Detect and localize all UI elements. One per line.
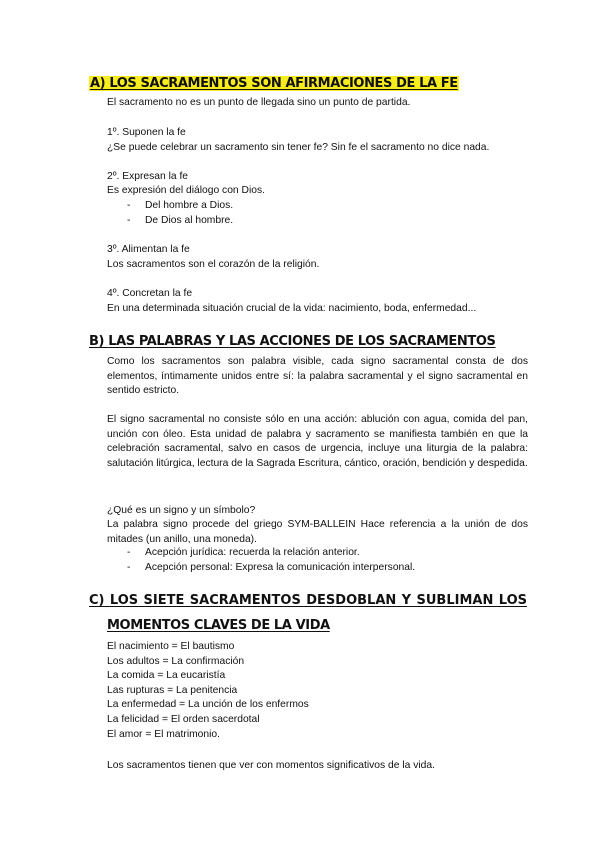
section-b-letter: B)	[89, 334, 105, 349]
section-b-question: ¿Qué es un signo y un símbolo?	[107, 505, 256, 516]
list-item: La comida = La eucaristía	[107, 670, 226, 681]
section-a-intro: El sacramento no es un punto de llegada sino un punto de partida.	[107, 97, 411, 108]
item-1-heading: 1º. Suponen la fe	[107, 127, 186, 138]
list-item: El amor = El matrimonio.	[107, 729, 221, 740]
list-item: Las rupturas = La penitencia	[107, 685, 238, 696]
list-item: La enfermedad = La unción de los enfermos	[107, 699, 309, 710]
item-2-heading: 2º. Expresan la fe	[107, 171, 189, 182]
list-item: - Acepción jurídica: recuerda la relación anterior.	[127, 547, 360, 558]
item-4-text: En una determinada situación crucial de la vida: nacimiento, boda, enfermedad...	[107, 303, 477, 314]
item-4-heading: 4º. Concretan la fe	[107, 288, 193, 299]
section-a-letter: A)	[90, 76, 106, 91]
section-b-paragraph-2: El signo sacramental no consiste sólo en una acción: ablución con agua, comida del pan, unción con óleo. Esta unidad de palabra y sacramento se manifiesta también en que la celebración sacramental, salvo en casos de urgencia, incluye una liturgia de la palabra: salutación litúrgica, lectura de la Sagrada Escritura, cántico, oración, bendición y despedida.	[107, 414, 528, 469]
list-item: - Acepción personal: Expresa la comunicación interpersonal.	[127, 562, 416, 573]
item-1-text: ¿Se puede celebrar un sacramento sin tener fe? Sin fe el sacramento no dice nada.	[107, 142, 490, 153]
list-item: Los adultos = La confirmación	[107, 656, 245, 667]
section-c-heading-line2: MOMENTOS CLAVES DE LA VIDA	[107, 618, 330, 633]
list-item: El nacimiento = El bautismo	[107, 641, 235, 652]
item-3-heading: 3º. Alimentan la fe	[107, 244, 190, 255]
item-2-text: Es expresión del diálogo con Dios.	[107, 185, 265, 196]
section-c-letter: C)	[89, 593, 105, 608]
item-3-text: Los sacramentos son el corazón de la religión.	[107, 259, 320, 270]
section-a-title: LOS SACRAMENTOS SON AFIRMACIONES DE LA FE	[109, 76, 458, 91]
section-b-title: LAS PALABRAS Y LAS ACCIONES DE LOS SACRAMENTOS	[108, 334, 496, 349]
list-item: - De Dios al hombre.	[127, 215, 234, 226]
section-c-title-line1: LOS SIETE SACRAMENTOS DESDOBLAN Y SUBLIMAN LOS	[109, 593, 527, 608]
section-b-paragraph-1: Como los sacramentos son palabra visible, cada signo sacramental consta de dos elementos, íntimamente unidos entre sí: la palabra sacramental y el signo sacramental en sentido estricto.	[107, 356, 528, 397]
list-item: La felicidad = El orden sacerdotal	[107, 714, 260, 725]
section-c-heading	[89, 592, 527, 610]
list-item: - Del hombre a Dios.	[127, 200, 234, 211]
section-a-heading	[89, 75, 459, 93]
section-b-paragraph-3: La palabra signo procede del griego SYM-BALLEIN Hace referencia a la unión de dos mitades (un anillo, una moneda).	[107, 519, 528, 545]
section-c-closing: Los sacramentos tienen que ver con momentos significativos de la vida.	[107, 760, 435, 771]
section-b-heading	[89, 333, 495, 351]
